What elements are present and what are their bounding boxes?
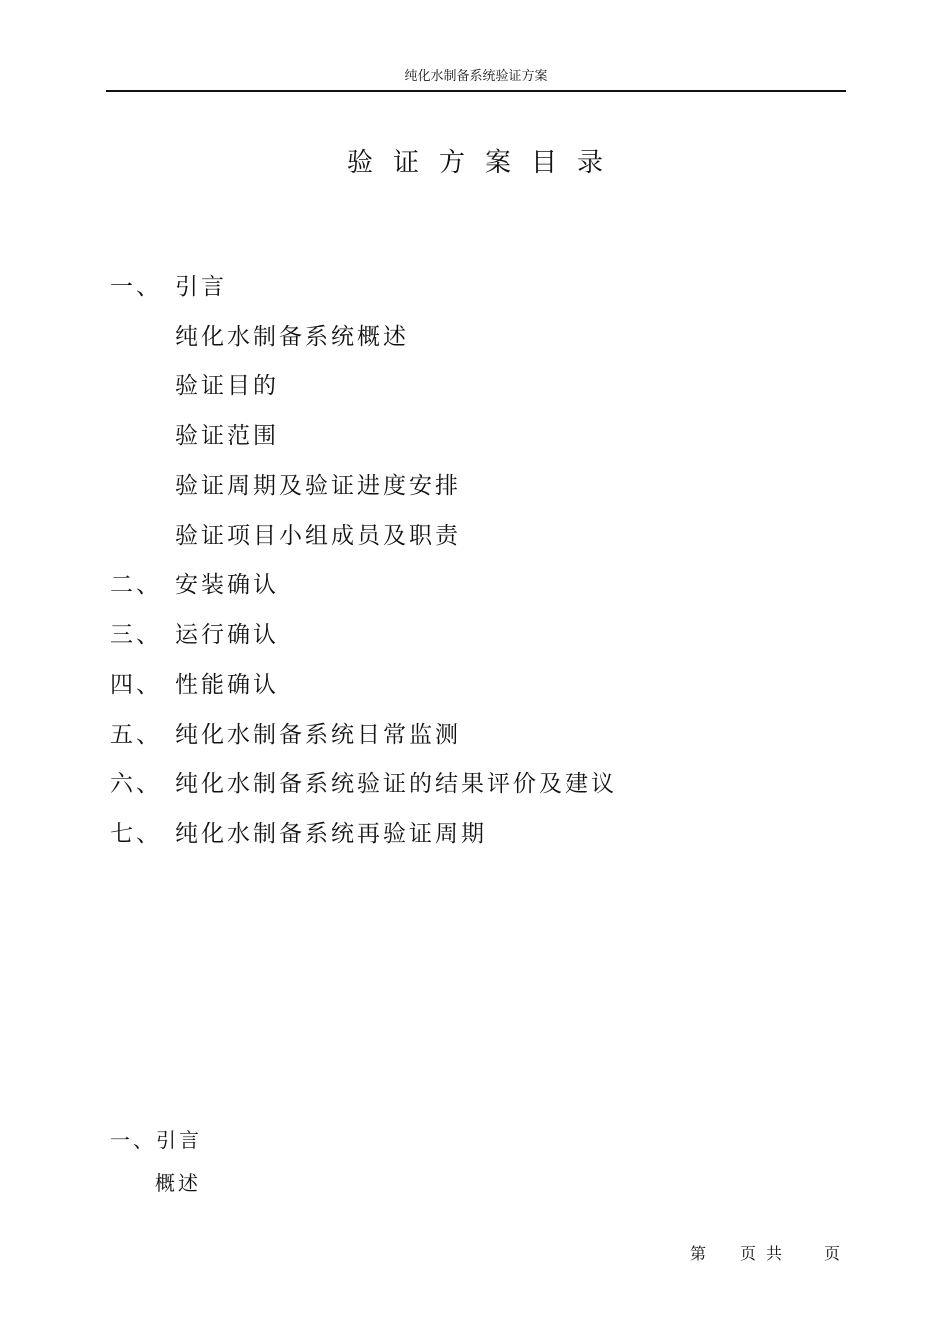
toc-item-text: 验证范围 — [175, 423, 279, 449]
footer-page-mid: 页共 — [740, 1244, 793, 1263]
toc-item-text: 纯化水制备系统验证的结果评价及建议 — [175, 771, 617, 797]
section-heading: 一、引言 — [110, 1128, 202, 1152]
toc-item-number: 三、 — [110, 622, 162, 648]
header-title: 纯化水制备系统验证方案 — [404, 69, 548, 84]
toc-item-text: 纯化水制备系统概述 — [175, 324, 409, 350]
toc-item-text: 验证目的 — [175, 373, 279, 399]
toc-item-number: 六、 — [110, 771, 162, 797]
page-header — [106, 64, 846, 92]
toc-item-number: 二、 — [110, 572, 162, 598]
toc-item-text: 验证周期及验证进度安排 — [175, 473, 461, 499]
toc-item-text: 运行确认 — [175, 622, 279, 648]
footer-page-end: 页 — [824, 1244, 841, 1263]
toc-item-number: 五、 — [110, 722, 162, 748]
toc-item-text: 性能确认 — [175, 672, 279, 698]
toc-item-text: 验证项目小组成员及职责 — [175, 523, 461, 549]
toc-item-text: 安装确认 — [175, 572, 279, 598]
toc-item-text: 纯化水制备系统再验证周期 — [175, 821, 487, 847]
section-subheading: 概述 — [155, 1171, 201, 1195]
toc-item-number: 四、 — [110, 672, 162, 698]
page-title: 验证方案目录 — [346, 148, 623, 178]
footer-page-label: 第 — [690, 1244, 707, 1263]
toc-item-number: 七、 — [110, 821, 162, 847]
toc-item-text: 引言 — [175, 274, 227, 300]
toc-item-number: 一、 — [110, 274, 162, 300]
toc-item-text: 纯化水制备系统日常监测 — [175, 722, 461, 748]
